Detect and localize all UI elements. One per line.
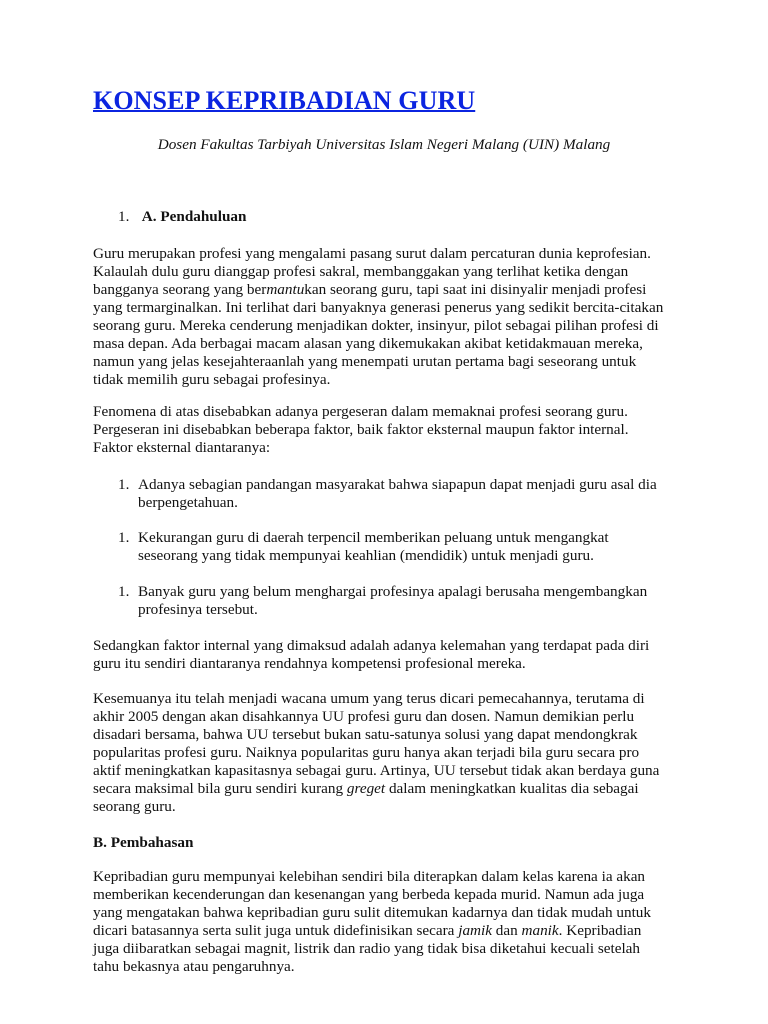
text-line: tahu bekasnya atau pengaruhnya. — [93, 958, 295, 975]
text-line: Banyak guru yang belum menghargai profesinya apalagi berusaha mengembangkan — [138, 583, 648, 600]
list-number: 1. — [118, 476, 130, 493]
list-number: 1. — [118, 529, 130, 546]
text-line: popularitas profesi guru. Naiknya popularitas guru hanya akan terjadi bila guru secara pro — [93, 744, 640, 761]
paragraph-discussion — [93, 868, 693, 976]
text-line: Adanya sebagian pandangan masyarakat bahwa siapapun dapat menjadi guru asal dia — [138, 476, 657, 493]
text-line — [93, 780, 693, 798]
section-a-heading — [118, 208, 246, 226]
text-line: disadari bersama, bahwa UU tersebut bukan satu-satunya solusi yang dapat mendongkrak — [93, 726, 638, 743]
text-line: yang mengatakan bahwa kepribadian guru sulit ditemukan kadarnya dan tidak mudah untuk — [93, 904, 651, 921]
text-line: namun yang jelas kesejahteraanlah yang menempati urutan pertama bagi seseorang untuk — [93, 353, 637, 370]
text-line: Sedangkan faktor internal yang dimaksud adalah adanya kelemahan yang terdapat pada diri — [93, 637, 650, 654]
text-line: Kesemuanya itu telah menjadi wacana umum yang terus dicari pemecahannya, terutama di — [93, 690, 645, 707]
italic-term: manik — [521, 922, 559, 939]
text-line — [93, 281, 693, 299]
page-title[interactable]: KONSEP KEPRIBADIAN GURU — [93, 86, 476, 115]
list-number: 1. — [118, 583, 130, 600]
text-line: memberikan kecenderungan dan kesenangan yang berbeda kepada murid. Namun ada juga — [93, 886, 645, 903]
paragraph-introduction — [93, 245, 693, 389]
text-line: Guru merupakan profesi yang mengalami pasang surut dalam percaturan dunia keprofesian. — [93, 245, 651, 262]
text-segment: dicari batasannya serta sulit juga untuk didefinisikan secara — [93, 922, 459, 939]
page-subtitle: Dosen Fakultas Tarbiyah Universitas Islam Negeri Malang (UIN) Malang — [157, 136, 611, 153]
text-segment: bangganya seorang yang ber — [93, 281, 267, 298]
paragraph-phenomenon — [93, 403, 693, 457]
paragraph-discourse — [93, 690, 693, 816]
text-line: guru itu sendiri diantaranya rendahnya kompetensi profesional mereka. — [93, 655, 526, 672]
text-line: juga diibaratkan sebagai magnit, listrik dan radio yang tidak bisa diketahui kecuali setelah — [93, 940, 641, 957]
text-line: yang termarginalkan. Ini terlihat dari banyaknya generasi penerus yang sedikit bercita-citakan — [93, 299, 664, 316]
section-a-title: A. Pendahuluan — [141, 208, 247, 225]
section-b-heading: B. Pembahasan — [93, 834, 194, 851]
text-line: Faktor eksternal diantaranya: — [93, 439, 271, 456]
text-line: seorang guru. Mereka cenderung menjadikan dokter, insinyur, pilot sebagai pilihan profesi di — [93, 317, 659, 334]
list-item — [118, 529, 698, 565]
text-line: masa depan. Ada berbagai macam alasan yang dikemukakan akibat ketidakmauan mereka, — [93, 335, 643, 352]
text-segment: dan — [491, 922, 522, 939]
text-line: tidak memilih guru sebagai profesinya. — [93, 371, 331, 388]
text-line: akhir 2005 dengan akan disahkannya UU profesi guru dan dosen. Namun demikian perlu — [93, 708, 635, 725]
text-line: Kalaulah dulu guru dianggap profesi sakral, membanggakan yang terlihat ketika dengan — [93, 263, 629, 280]
text-line — [93, 922, 693, 940]
text-line: profesinya tersebut. — [138, 601, 258, 618]
text-line: berpengetahuan. — [138, 494, 238, 511]
text-line: Kekurangan guru di daerah terpencil memberikan peluang untuk mengangkat — [138, 529, 609, 546]
list-item — [118, 476, 698, 512]
text-segment: dalam meningkatkan kualitas dia sebagai — [385, 780, 639, 797]
text-segment: secara maksimal bila guru sendiri kurang — [93, 780, 347, 797]
text-line: Kepribadian guru mempunyai kelebihan sendiri bila diterapkan dalam kelas karena ia akan — [93, 868, 646, 885]
list-item — [118, 583, 698, 619]
italic-term: greget — [346, 780, 386, 797]
italic-term: mantu — [266, 281, 305, 298]
paragraph-internal-factor — [93, 637, 693, 673]
text-line: Pergeseran ini disebabkan beberapa faktor, baik faktor eksternal maupun faktor internal. — [93, 421, 629, 438]
text-segment: . Kepribadian — [558, 922, 642, 939]
italic-term: jamik — [458, 922, 492, 939]
text-line: Fenomena di atas disebabkan adanya pergeseran dalam memaknai profesi seorang guru. — [93, 403, 628, 420]
text-line: aktif meningkatkan kapasitasnya sebagai guru. Artinya, UU tersebut tidak akan berdaya guna — [93, 762, 660, 779]
text-segment: kan seorang guru, tapi saat ini disinyalir menjadi profesi — [304, 281, 647, 298]
text-line: seseorang yang tidak mempunyai keahlian (mendidik) untuk menjadi guru. — [138, 547, 594, 564]
section-a-number: 1. — [118, 208, 130, 225]
text-line: seorang guru. — [93, 798, 176, 815]
